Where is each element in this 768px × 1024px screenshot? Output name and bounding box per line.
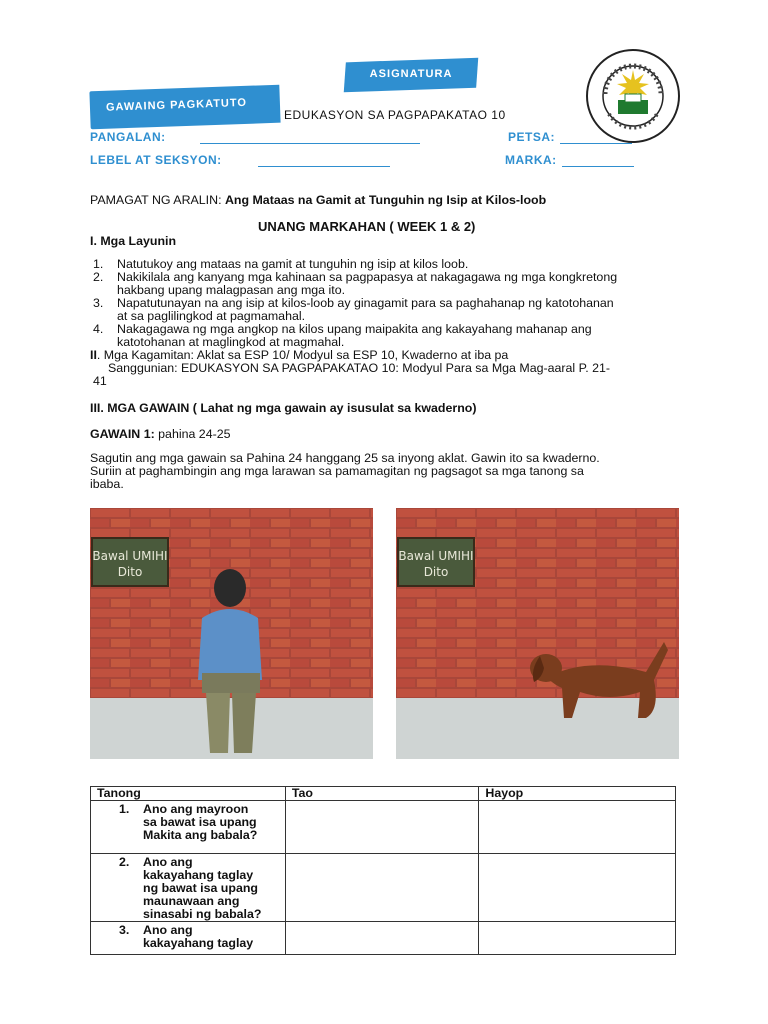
materials-line: II. Mga Kagamitan: Aklat sa ESP 10/ Modyul sa ESP 10, Kwaderno at iba pa xyxy=(90,348,509,362)
column-header-hayop: Hayop xyxy=(479,787,676,801)
pangalan-field[interactable] xyxy=(200,143,420,144)
picture-person-at-wall xyxy=(90,508,373,759)
sources-line: Sanggunian: EDUKASYON SA PAGPAPAKATAO 10: Modyul Para sa Mga Mag-aaral P. 21- xyxy=(108,361,611,375)
subject-title: EDUKASYON SA PAGPAPAKATAO 10 xyxy=(284,108,506,122)
column-header-tanong: Tanong xyxy=(91,787,286,801)
objective-item: 1. Natutukoy ang mataas na gamit at tunguhin ng isip at kilos loob. xyxy=(93,257,469,271)
objective-item: 2. Nakikilala ang kanyang mga kahinaan sa pagpapasya at nakagagawa ng mga kongkretong hakbang upang malagpasan ang mga ito. xyxy=(93,270,618,297)
instructions: Sagutin ang mga gawain sa Pahina 24 hanggang 25 sa inyong aklat. Gawin ito sa kwaderno. Suriin at paghambingin ang mga larawan sa pamamagitan ng pagsagot sa mga tanong sa ibaba. xyxy=(90,451,600,491)
school-seal-logo xyxy=(585,48,681,144)
warning-sign-text-2: Dito xyxy=(117,565,143,579)
warning-sign-text: Bawal UMIHI xyxy=(398,549,474,563)
gawaing-pagkatuto-label: GAWAING PAGKATUTO xyxy=(105,96,248,114)
lesson-title-text: Ang Mataas na Gamit at Tunguhin ng Isip at Kilos-loob xyxy=(224,193,547,207)
asignatura-banner xyxy=(344,58,479,93)
marka-label: MARKA: xyxy=(505,153,557,167)
answer-cell-tao[interactable] xyxy=(285,922,479,955)
sources-line-cont: 41 xyxy=(93,374,107,388)
picture-dog-at-wall xyxy=(396,508,679,759)
warning-sign-text: Bawal UMIHI xyxy=(92,549,168,563)
answer-cell-tao[interactable] xyxy=(285,801,479,854)
petsa-label: PETSA: xyxy=(508,130,556,144)
lesson-title-prefix: PAMAGAT NG ARALIN: xyxy=(90,193,225,207)
marka-field[interactable] xyxy=(562,166,634,167)
table-header-row xyxy=(91,787,676,801)
activities-heading: III. MGA GAWAIN ( Lahat ng mga gawain ay isusulat sa kwaderno) xyxy=(90,401,477,415)
lesson-title xyxy=(90,194,546,207)
asignatura-label: ASIGNATURA xyxy=(369,68,453,80)
table-row: 1. Ano ang mayroon sa bawat isa upang Makita ang babala? xyxy=(91,801,676,854)
lebel-label: LEBEL AT SEKSYON: xyxy=(90,153,222,167)
pangalan-label: PANGALAN: xyxy=(90,130,166,144)
answer-cell-hayop[interactable] xyxy=(479,922,676,955)
gawain1-heading: GAWAIN 1: pahina 24-25 xyxy=(90,427,231,441)
column-header-tao: Tao xyxy=(285,787,479,801)
objectives-list xyxy=(90,258,680,349)
answer-cell-hayop[interactable] xyxy=(479,801,676,854)
table-row: 2. Ano ang kakayahang taglay ng bawat isa upang maunawaan ang sinasabi ng babala? xyxy=(91,854,676,922)
questions-table xyxy=(90,786,676,955)
table-row: 3. Ano ang kakayahang taglay xyxy=(91,922,676,955)
objective-item: 3. Napatutunayan na ang isip at kilos-loob ay ginagamit para sa paghahanap ng katotohanan at sa paglilingkod at pagmamahal. xyxy=(93,296,614,323)
answer-cell-hayop[interactable] xyxy=(479,854,676,922)
objective-item: 4. Nakagagawa ng mga angkop na kilos upang maipakita ang kakayahang mahanap ang katotohanan at maglingkod at magmahal. xyxy=(93,322,592,349)
answer-cell-tao[interactable] xyxy=(285,854,479,922)
warning-sign-text-2: Dito xyxy=(423,565,449,579)
objectives-heading: I. Mga Layunin xyxy=(90,234,177,248)
gawaing-pagkatuto-banner xyxy=(89,85,280,130)
quarter-heading: UNANG MARKAHAN ( WEEK 1 & 2) xyxy=(258,219,476,234)
lebel-field[interactable] xyxy=(258,166,390,167)
